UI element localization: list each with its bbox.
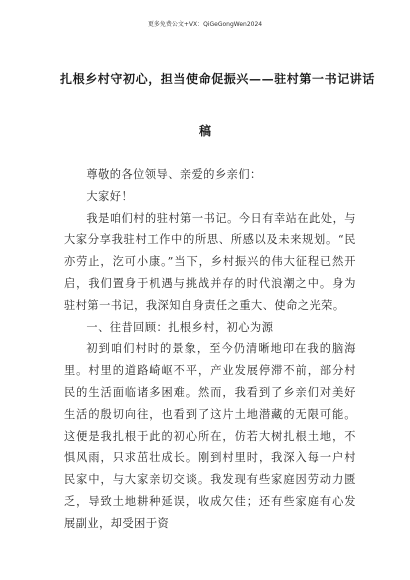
- body-paragraph: 初到咱们村时的景象，至今仍清晰地印在我的脑海里。村里的道路崎岖不平，产业发展停滞不前，部分村民的生活面临诸多困难。然而，我看到了乡亲们对美好生活的殷切向往，也看到了这片土地潜藏的无限可能。这便是我扎根于此的初心所在，仿若大树扎根土地，不惧风雨，只求茁壮成长。刚到村里时，我深入每一户村民家中，与大家亲切交谈。我发现有些家庭因劳动力匮乏，导致土地耕种延误，收成欠佳；还有些家庭有心发展副业，却受困于资: [64, 342, 356, 530]
- intro-paragraph: 我是咱们村的驻村第一书记。今日有幸站在此处，与大家分享我驻村工作中的所思、所感以及未来规划。“民亦劳止，汔可小康。”当下，乡村振兴的伟大征程已然开启，我们置身于机遇与挑战并存的时代浪潮之中。身为驻村第一书记，我深知自身责任之重大、使命之光荣。: [64, 211, 356, 312]
- document-title-continuation: 稿: [198, 124, 211, 138]
- header-note: 更多免费公文+VX：QiGeGongWen2024: [147, 21, 263, 28]
- document-body: [64, 164, 356, 535]
- section-heading: 一、往昔回顾：扎根乡村，初心为源: [86, 320, 274, 334]
- salutation: 尊敬的各位领导、亲爱的乡亲们：: [86, 168, 262, 181]
- greeting: 大家好！: [86, 189, 134, 203]
- document-title: 扎根乡村守初心，担当使命促振兴——驻村第一书记讲话: [60, 72, 376, 86]
